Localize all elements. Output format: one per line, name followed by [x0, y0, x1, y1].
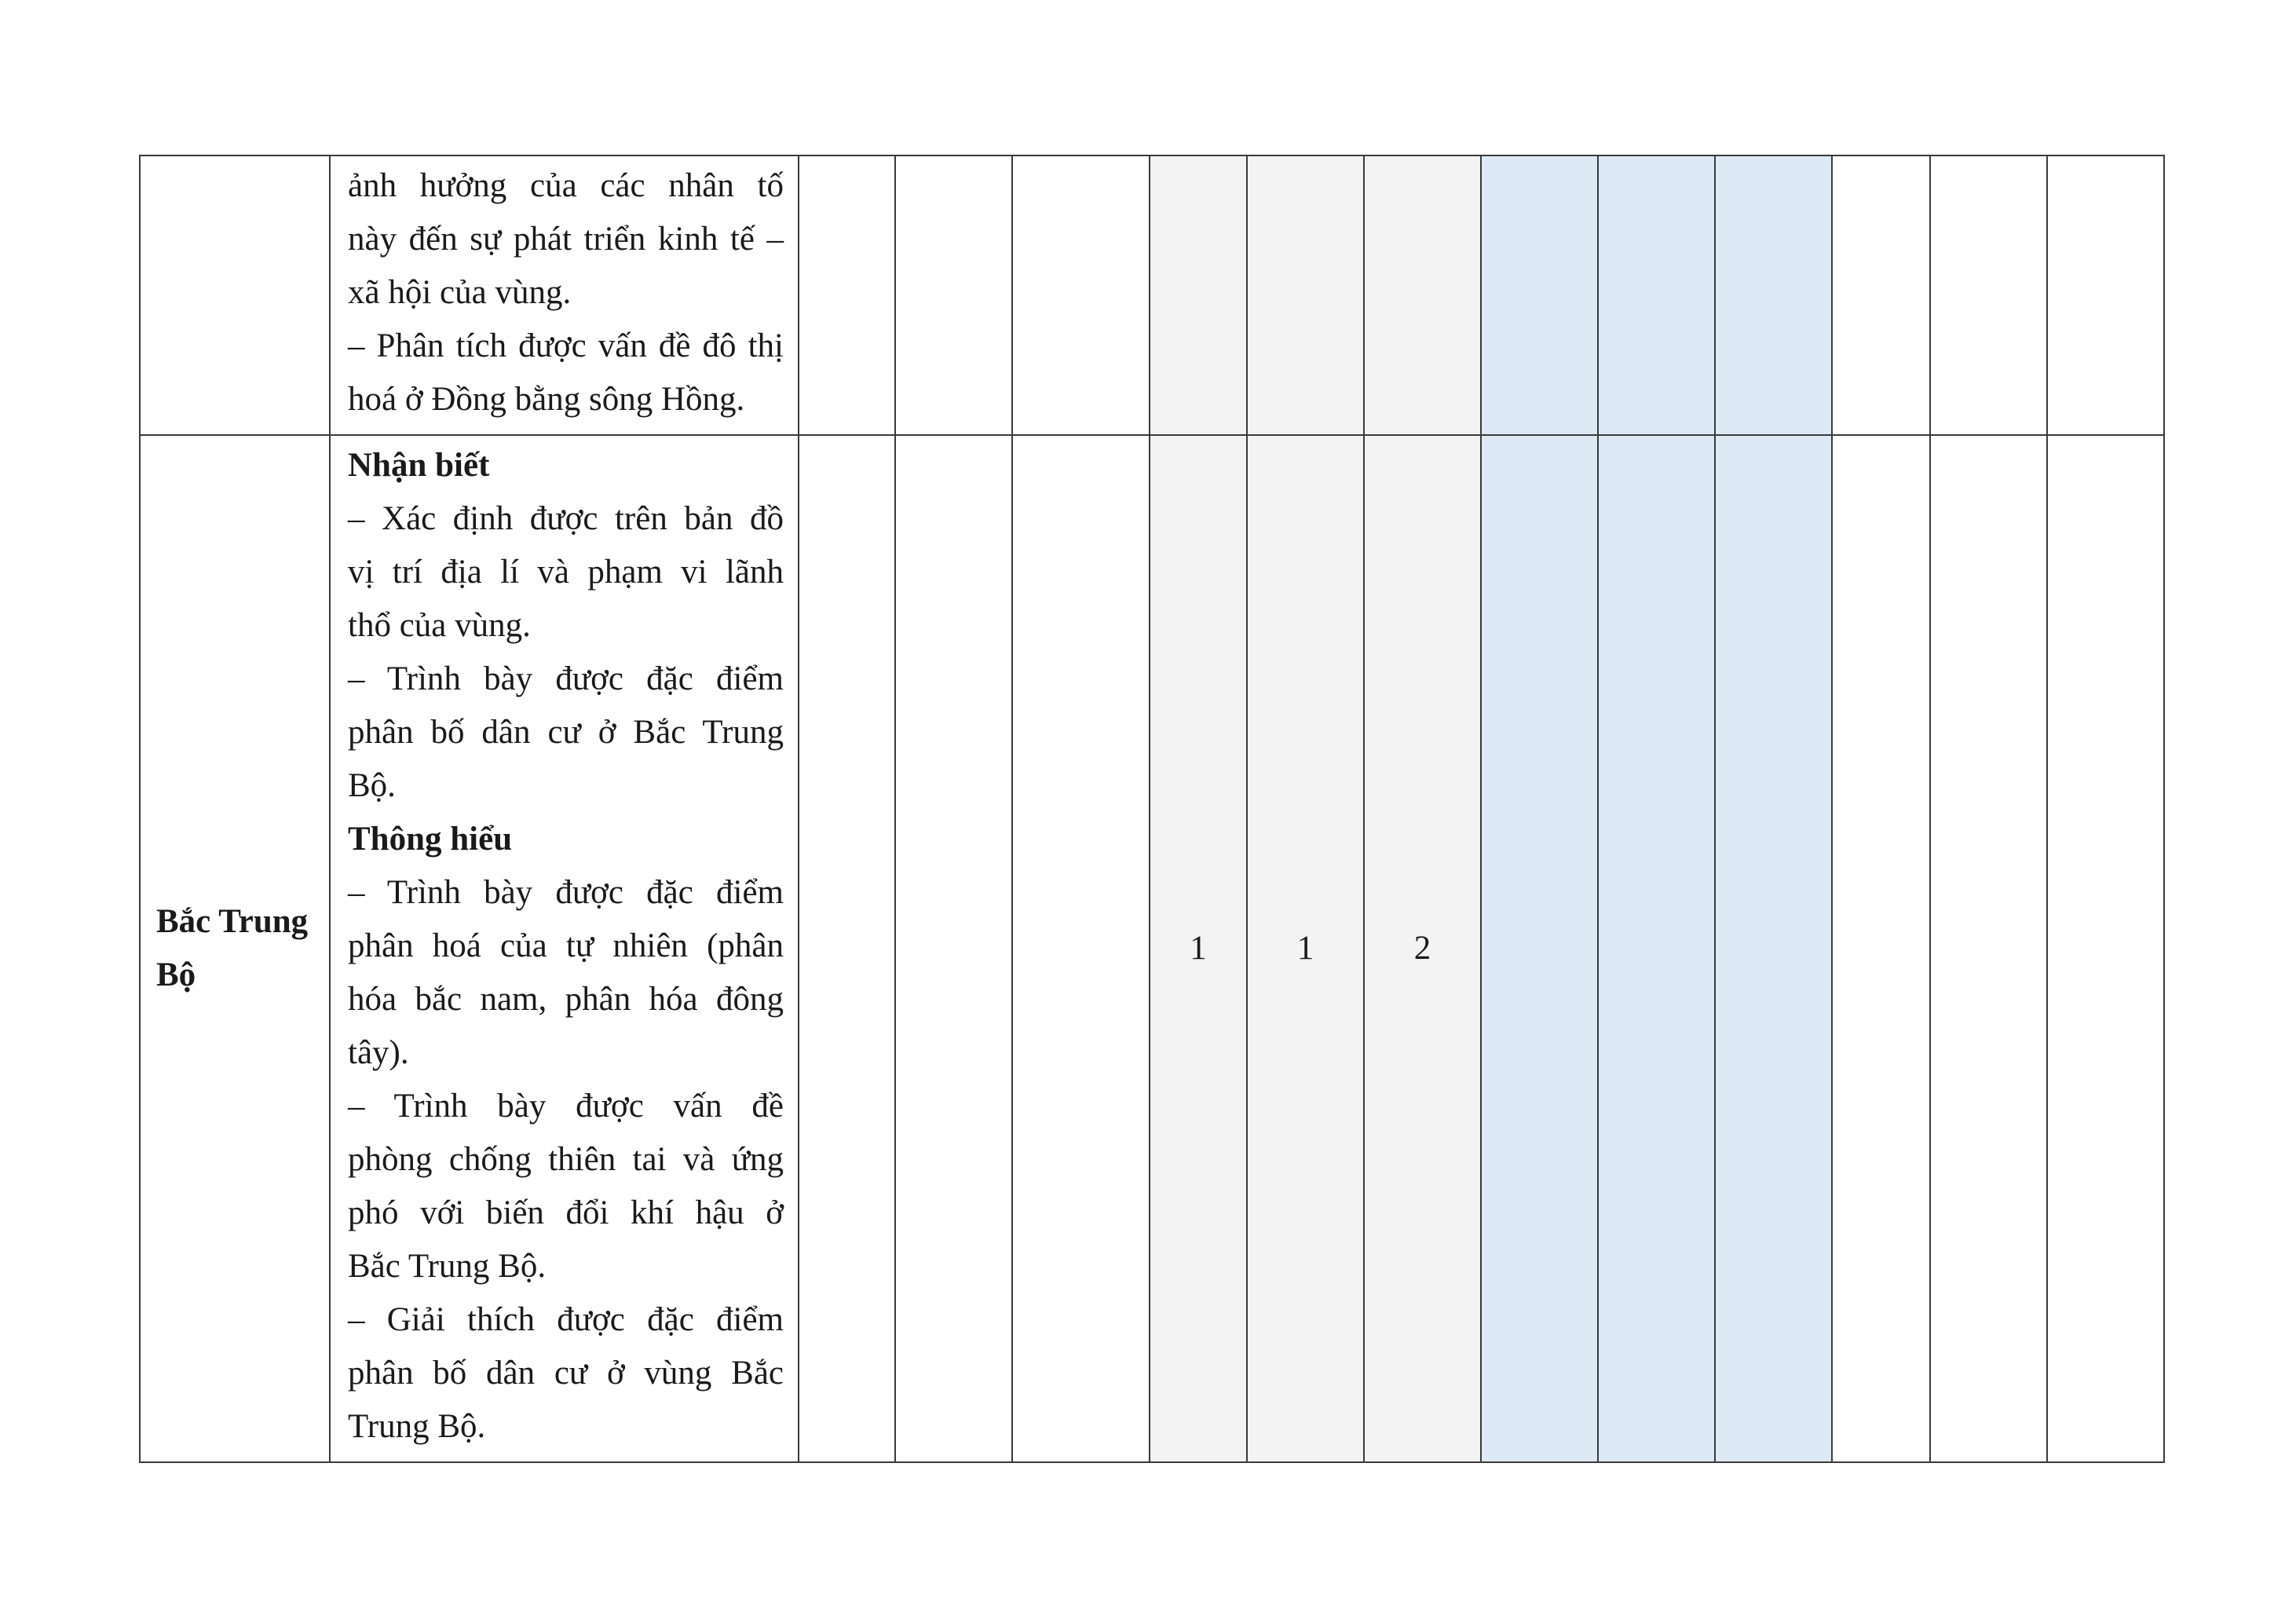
question-count-cell [1832, 435, 1930, 1462]
question-count-cell [895, 435, 1012, 1462]
requirement-line: hoá ở Đồng bằng sông Hồng. [348, 381, 745, 418]
requirement-line: – Trình bày được vấn đề [348, 1088, 784, 1125]
requirement-line: phân bố dân cư ở vùng Bắc [348, 1355, 784, 1392]
requirement-line: Bắc Trung Bộ. [348, 1248, 547, 1285]
question-count-cell [1481, 435, 1598, 1462]
requirement-line: Trung Bộ. [348, 1408, 486, 1445]
question-count-cell [895, 155, 1012, 435]
requirement-line: phân bố dân cư ở Bắc Trung [348, 714, 784, 751]
question-count-cell [2047, 435, 2164, 1462]
requirement-line: – Giải thích được đặc điểm [348, 1301, 784, 1338]
requirement-heading: Thông hiểu [348, 821, 513, 858]
question-count-cell [799, 155, 895, 435]
requirements-cell [330, 435, 799, 1462]
question-count-cell [1930, 435, 2047, 1462]
question-count-cell [1481, 155, 1598, 435]
requirement-line: thổ của vùng. [348, 607, 531, 644]
table-body [140, 155, 2164, 1462]
requirement-line: xã hội của vùng. [348, 274, 572, 311]
question-count-cell [799, 435, 895, 1462]
requirement-line: này đến sự phát triển kinh tế – [348, 221, 784, 258]
requirement-line: phân hoá của tự nhiên (phân [348, 927, 784, 964]
question-count-cell [1012, 155, 1150, 435]
question-count-cell [1364, 155, 1481, 435]
requirements-cell [330, 155, 799, 435]
question-count-cell [2047, 155, 2164, 435]
requirement-line: tây). [348, 1034, 409, 1071]
question-count-cell [1598, 435, 1715, 1462]
requirement-line: Bộ. [348, 767, 396, 804]
requirement-line: ảnh hưởng của các nhân tố [348, 167, 784, 204]
question-count-cell: 1 [1247, 435, 1364, 1462]
question-count-cell: 2 [1364, 435, 1481, 1462]
question-count-cell [1598, 155, 1715, 435]
requirement-heading: Nhận biết [348, 447, 490, 484]
requirement-line: – Trình bày được đặc điểm [348, 874, 784, 911]
question-count-cell: 1 [1150, 435, 1247, 1462]
requirement-line: hóa bắc nam, phân hóa đông [348, 981, 784, 1018]
region-cell [140, 155, 330, 435]
requirement-line: phòng chống thiên tai và ứng [348, 1141, 784, 1178]
requirement-line: – Xác định được trên bản đồ [348, 500, 784, 537]
question-count-cell [1832, 155, 1930, 435]
question-count-cell [1247, 155, 1364, 435]
requirement-line: – Phân tích được vấn đề đô thị [348, 327, 784, 364]
table-row [140, 155, 2164, 435]
question-count-cell [1715, 155, 1832, 435]
question-count-cell [1150, 155, 1247, 435]
question-count-cell [1930, 155, 2047, 435]
requirement-line: – Trình bày được đặc điểm [348, 660, 784, 697]
question-count-cell [1012, 435, 1150, 1462]
question-count-cell [1715, 435, 1832, 1462]
requirement-line: phó với biến đổi khí hậu ở [348, 1194, 784, 1231]
table-row [140, 435, 2164, 1462]
region-cell: Bắc Trung Bộ [140, 435, 330, 1462]
specification-matrix-table [139, 155, 2165, 1463]
requirement-line: vị trí địa lí và phạm vi lãnh [348, 554, 784, 591]
